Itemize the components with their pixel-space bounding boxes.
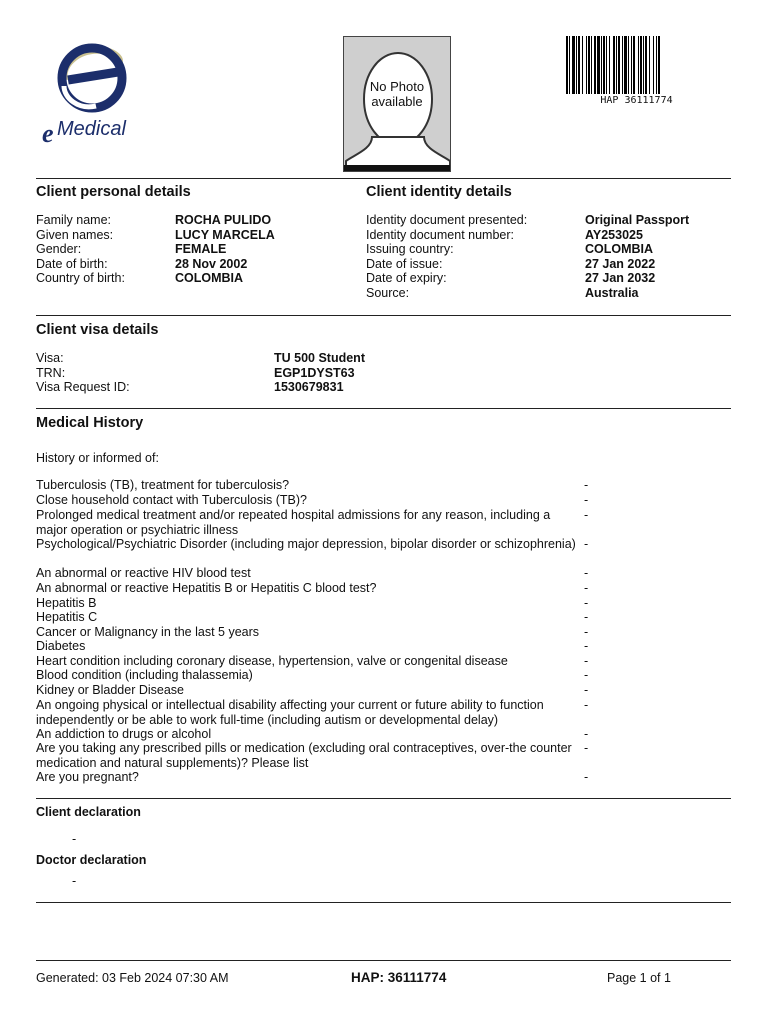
- history-answer: -: [584, 727, 589, 741]
- history-answer: -: [584, 537, 589, 551]
- history-answer: -: [584, 639, 589, 653]
- visa-details-title: Client visa details: [36, 322, 159, 338]
- id-doc-presented-value: Original Passport: [585, 213, 690, 227]
- history-answer: -: [584, 683, 589, 697]
- history-question: Cancer or Malignancy in the last 5 years: [36, 625, 260, 639]
- given-names-value: LUCY MARCELA: [175, 227, 275, 242]
- doctor-declaration-value: -: [72, 874, 77, 888]
- history-question: Kidney or Bladder Disease: [36, 683, 184, 697]
- photo-text-line2: available: [371, 94, 423, 109]
- date-of-expiry-value: 27 Jan 2032: [585, 271, 656, 286]
- history-question: Hepatitis C: [36, 610, 98, 624]
- id-doc-number-value: AY253025: [585, 227, 643, 242]
- footer-divider: [36, 960, 731, 961]
- dob-value: 28 Nov 2002: [175, 256, 248, 271]
- medical-history-title: Medical History: [36, 415, 144, 431]
- barcode-icon: [566, 36, 707, 94]
- medical-history-intro: History or informed of:: [36, 451, 159, 465]
- history-answer: -: [584, 478, 589, 492]
- client-declaration-value: -: [72, 832, 77, 846]
- gender-value: FEMALE: [175, 242, 227, 257]
- client-declaration-title: Client declaration: [36, 805, 141, 819]
- history-question: Close household contact with Tuberculosis (TB)?: [36, 493, 307, 507]
- family-name-value: ROCHA PULIDO: [175, 213, 272, 227]
- divider: [36, 178, 731, 179]
- date-of-expiry-label: Date of expiry:: [366, 271, 447, 286]
- history-answer: -: [584, 668, 589, 682]
- id-doc-number-label: Identity document number:: [366, 227, 514, 242]
- history-question: An addiction to drugs or alcohol: [36, 727, 212, 741]
- doctor-declaration-title: Doctor declaration: [36, 853, 147, 867]
- history-question: Heart condition including coronary disease, hypertension, valve or congenital disease: [36, 654, 508, 668]
- history-question: Are you taking any prescribed pills or medication (excluding oral contraceptives, over-the counter medication and natural supplements)? Please list: [36, 741, 572, 770]
- source-value: Australia: [585, 286, 639, 300]
- history-answer: -: [584, 610, 589, 624]
- history-question: An abnormal or reactive HIV blood test: [36, 566, 251, 580]
- history-answer: -: [584, 770, 589, 784]
- visa-label: Visa:: [36, 351, 64, 365]
- client-photo-placeholder: [343, 36, 451, 172]
- divider: [36, 315, 731, 316]
- date-of-issue-value: 27 Jan 2022: [585, 256, 656, 271]
- page-number: Page 1 of 1: [607, 971, 671, 985]
- history-answer: -: [584, 581, 589, 595]
- divider: [36, 408, 731, 409]
- history-question: Psychological/Psychiatric Disorder (including major depression, bipolar disorder or schizophrenia): [36, 537, 576, 551]
- generated-timestamp: Generated: 03 Feb 2024 07:30 AM: [36, 971, 229, 985]
- emedical-logo: [38, 38, 148, 148]
- history-question: Tuberculosis (TB), treatment for tuberculosis?: [36, 478, 290, 492]
- id-doc-presented-label: Identity document presented:: [366, 213, 528, 227]
- family-name-label: Family name:: [36, 213, 112, 227]
- visa-value: TU 500 Student: [274, 351, 365, 365]
- history-answer: -: [584, 625, 589, 639]
- divider: [36, 798, 731, 799]
- trn-value: EGP1DYST63: [274, 365, 355, 380]
- issuing-country-label: Issuing country:: [366, 242, 454, 257]
- history-answer: -: [584, 698, 589, 712]
- history-question: Are you pregnant?: [36, 770, 139, 784]
- visa-request-id-value: 1530679831: [274, 380, 344, 395]
- divider: [36, 902, 731, 903]
- history-question: Hepatitis B: [36, 596, 97, 610]
- history-question: An ongoing physical or intellectual disability affecting your current or future ability to function independently or be able to work full-time (including autism or developmental delay): [36, 698, 544, 727]
- history-question: Prolonged medical treatment and/or repeated hospital admissions for any reason, including a major operation or psychiatric illness: [36, 508, 551, 537]
- logo-text: Medical: [57, 118, 126, 140]
- personal-details-title: Client personal details: [36, 184, 191, 200]
- date-of-issue-label: Date of issue:: [366, 256, 443, 271]
- given-names-label: Given names:: [36, 227, 114, 242]
- gender-label: Gender:: [36, 242, 82, 257]
- identity-details-title: Client identity details: [366, 184, 512, 200]
- source-label: Source:: [366, 286, 410, 300]
- history-question: An abnormal or reactive Hepatitis B or Hepatitis C blood test?: [36, 581, 377, 595]
- history-answer: -: [584, 493, 589, 507]
- history-question: Diabetes: [36, 639, 86, 653]
- trn-label: TRN:: [36, 365, 66, 380]
- dob-label: Date of birth:: [36, 256, 108, 271]
- photo-text-line1: No Photo: [369, 79, 425, 94]
- visa-request-id-label: Visa Request ID:: [36, 380, 130, 395]
- history-answer: -: [584, 508, 589, 522]
- svg-text:e: e: [42, 119, 54, 148]
- history-answer: -: [584, 654, 589, 668]
- country-of-birth-label: Country of birth:: [36, 271, 125, 286]
- hap-number: HAP: 36111774: [351, 970, 447, 985]
- country-of-birth-value: COLOMBIA: [175, 271, 244, 286]
- barcode-text: HAP 36111774: [600, 95, 673, 106]
- history-answer: -: [584, 596, 589, 610]
- issuing-country-value: COLOMBIA: [585, 242, 654, 257]
- history-answer: -: [584, 741, 589, 755]
- history-answer: -: [584, 566, 589, 580]
- history-question: Blood condition (including thalassemia): [36, 668, 253, 682]
